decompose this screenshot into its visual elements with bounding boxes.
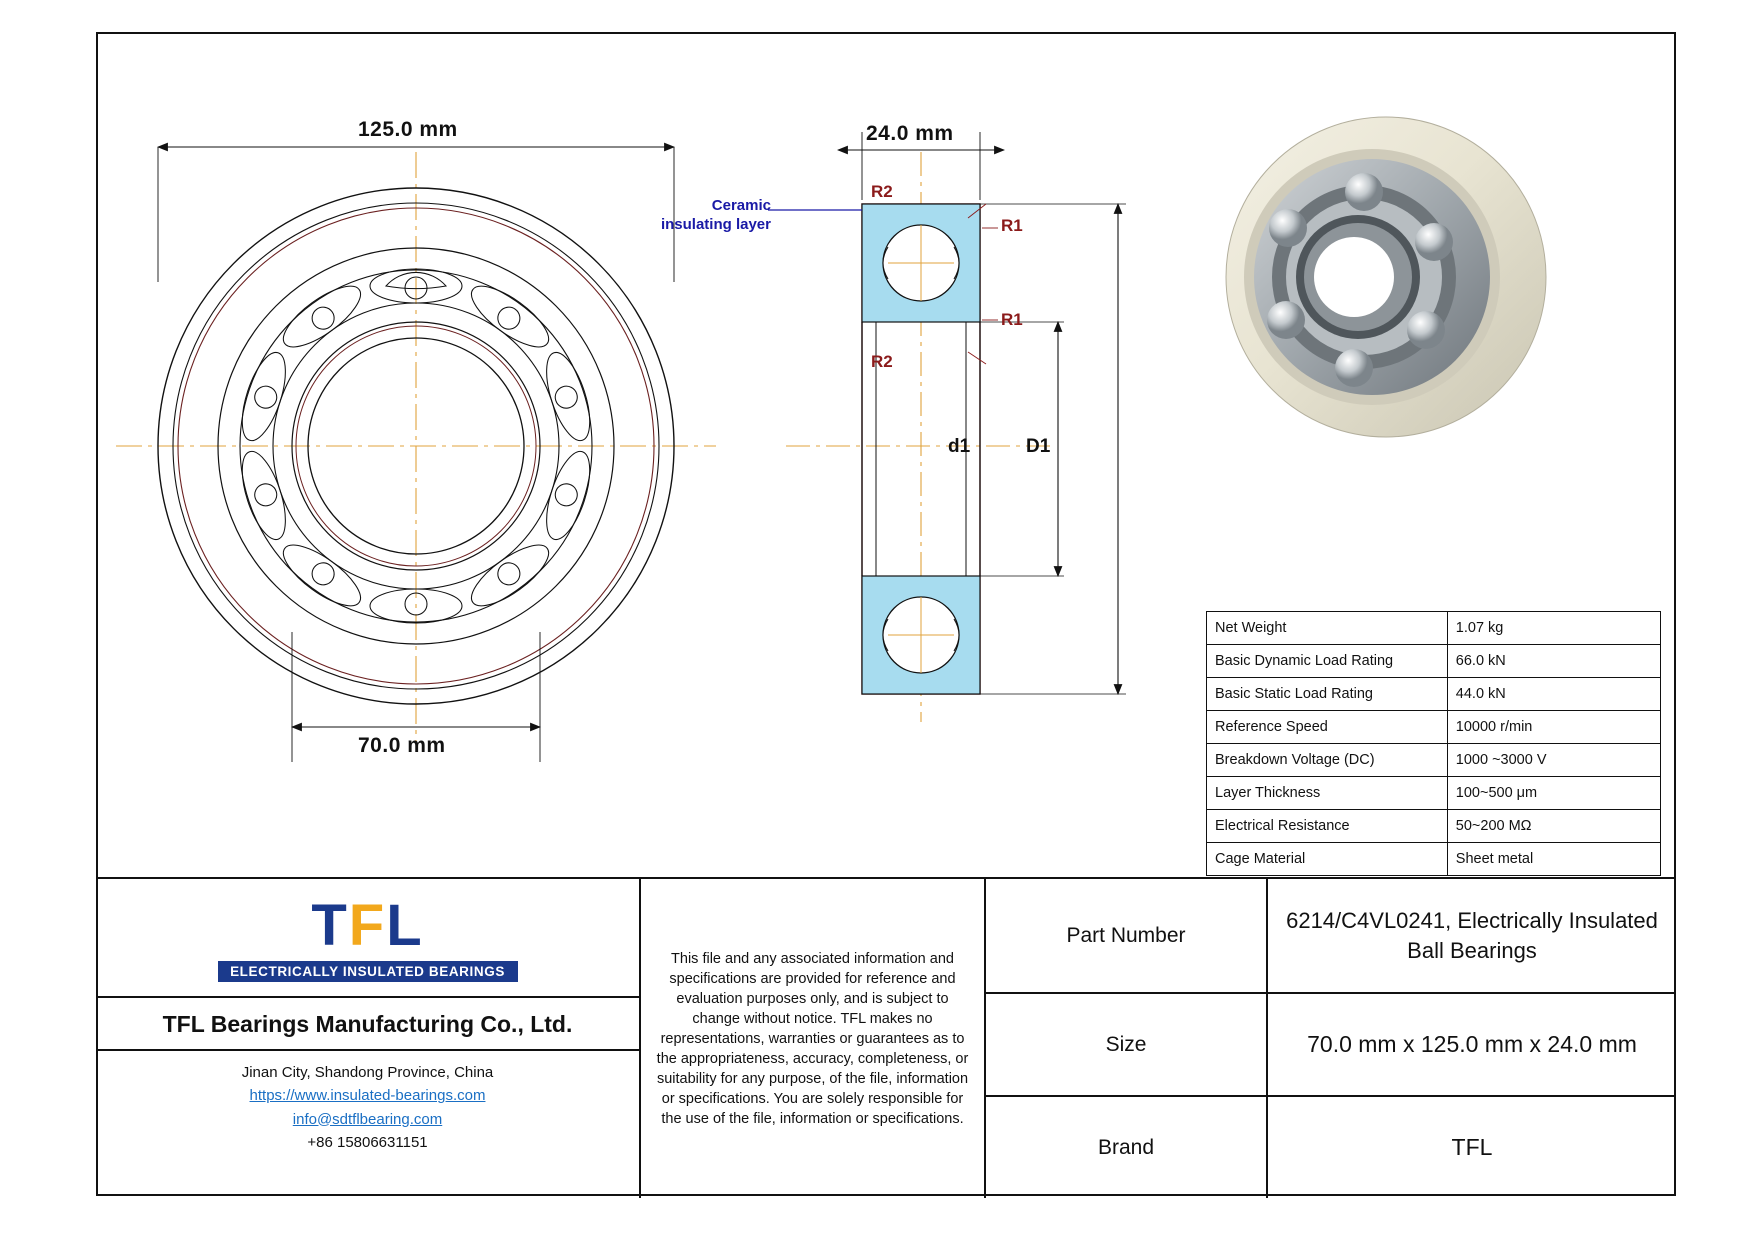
title-block xyxy=(96,877,1676,1196)
size-row xyxy=(986,992,1676,1095)
size-value: 70.0 mm x 125.0 mm x 24.0 mm xyxy=(1307,1031,1637,1057)
company-website-link[interactable]: https://www.insulated-bearings.com xyxy=(249,1087,486,1105)
spec-value: 1.07 kg xyxy=(1447,612,1660,645)
brand-row xyxy=(986,1095,1676,1198)
size-label: Size xyxy=(986,994,1268,1095)
tfl-logo xyxy=(96,879,639,982)
contact-info xyxy=(96,1051,639,1154)
logo-letter-f: F xyxy=(348,893,387,958)
table-row xyxy=(1207,810,1661,843)
company-name: TFL Bearings Manufacturing Co., Ltd. xyxy=(162,1011,573,1037)
part-number-row xyxy=(986,879,1676,992)
company-address: Jinan City, Shandong Province, China xyxy=(241,1064,494,1081)
spec-key: Electrical Resistance xyxy=(1207,810,1448,843)
d1-inner-label: d1 xyxy=(948,436,971,457)
spec-value: 10000 r/min xyxy=(1447,711,1660,744)
logo-letter-l: L xyxy=(386,893,424,958)
specification-table xyxy=(1206,611,1661,876)
r2-top-label: R2 xyxy=(871,182,893,201)
section-view xyxy=(768,132,1126,722)
brand-value: TFL xyxy=(1451,1134,1493,1160)
company-email-link[interactable]: info@sdtflbearing.com xyxy=(292,1110,443,1128)
dim-outer-diameter: 125.0 mm xyxy=(358,118,458,141)
bearing-3d-render xyxy=(1218,117,1546,437)
spec-value: 66.0 kN xyxy=(1447,645,1660,678)
disclaimer-panel xyxy=(641,879,986,1198)
ceramic-callout-line2: insulating layer xyxy=(660,215,771,233)
spec-value: 44.0 kN xyxy=(1447,678,1660,711)
spec-key: Layer Thickness xyxy=(1207,777,1448,810)
spec-key: Reference Speed xyxy=(1207,711,1448,744)
spec-value: 1000 ~3000 V xyxy=(1447,744,1660,777)
table-row xyxy=(1207,777,1661,810)
company-panel xyxy=(96,879,641,1198)
dim-bore: 70.0 mm xyxy=(358,734,446,757)
table-row xyxy=(1207,744,1661,777)
dim-width: 24.0 mm xyxy=(866,122,954,145)
table-row xyxy=(1207,678,1661,711)
spec-key: Basic Static Load Rating xyxy=(1207,678,1448,711)
part-number-label: Part Number xyxy=(986,879,1268,992)
spec-value: 50~200 MΩ xyxy=(1447,810,1660,843)
disclaimer-text: This file and any associated information and specifications are provided for reference and evaluation purposes only, and is subject to change without notice. TFL makes no representations, warranties or guarantees as to the appropriateness, accuracy, completeness, or suitability for any purpose, of the file, information or specifications. You are solely responsible for the use of the file, information or specifications. xyxy=(656,950,969,1127)
table-row xyxy=(1207,843,1661,876)
ceramic-layer-callout xyxy=(659,197,771,235)
spec-value: 100~500 μm xyxy=(1447,777,1660,810)
r1-top-label: R1 xyxy=(1001,216,1023,235)
part-info-panel xyxy=(986,879,1676,1198)
r1-bottom-label: R1 xyxy=(1001,310,1023,329)
company-phone: +86 15806631151 xyxy=(307,1133,428,1151)
spec-value: Sheet metal xyxy=(1447,843,1660,876)
front-view xyxy=(116,147,716,762)
ceramic-callout-line1: Ceramic xyxy=(711,197,771,214)
logo-letter-t: T xyxy=(311,893,349,958)
r2-bottom-label: R2 xyxy=(871,352,893,371)
spec-key: Cage Material xyxy=(1207,843,1448,876)
brand-label: Brand xyxy=(986,1097,1268,1198)
logo-tagline: ELECTRICALLY INSULATED BEARINGS xyxy=(218,961,518,982)
spec-key: Breakdown Voltage (DC) xyxy=(1207,744,1448,777)
d1-outer-label: D1 xyxy=(1026,436,1051,457)
spec-key: Net Weight xyxy=(1207,612,1448,645)
part-number-value: 6214/C4VL0241, Electrically Insulated Ball Bearings xyxy=(1286,907,1658,963)
logo-text xyxy=(96,893,639,958)
table-row xyxy=(1207,711,1661,744)
spec-key: Basic Dynamic Load Rating xyxy=(1207,645,1448,678)
table-row xyxy=(1207,612,1661,645)
table-row xyxy=(1207,645,1661,678)
